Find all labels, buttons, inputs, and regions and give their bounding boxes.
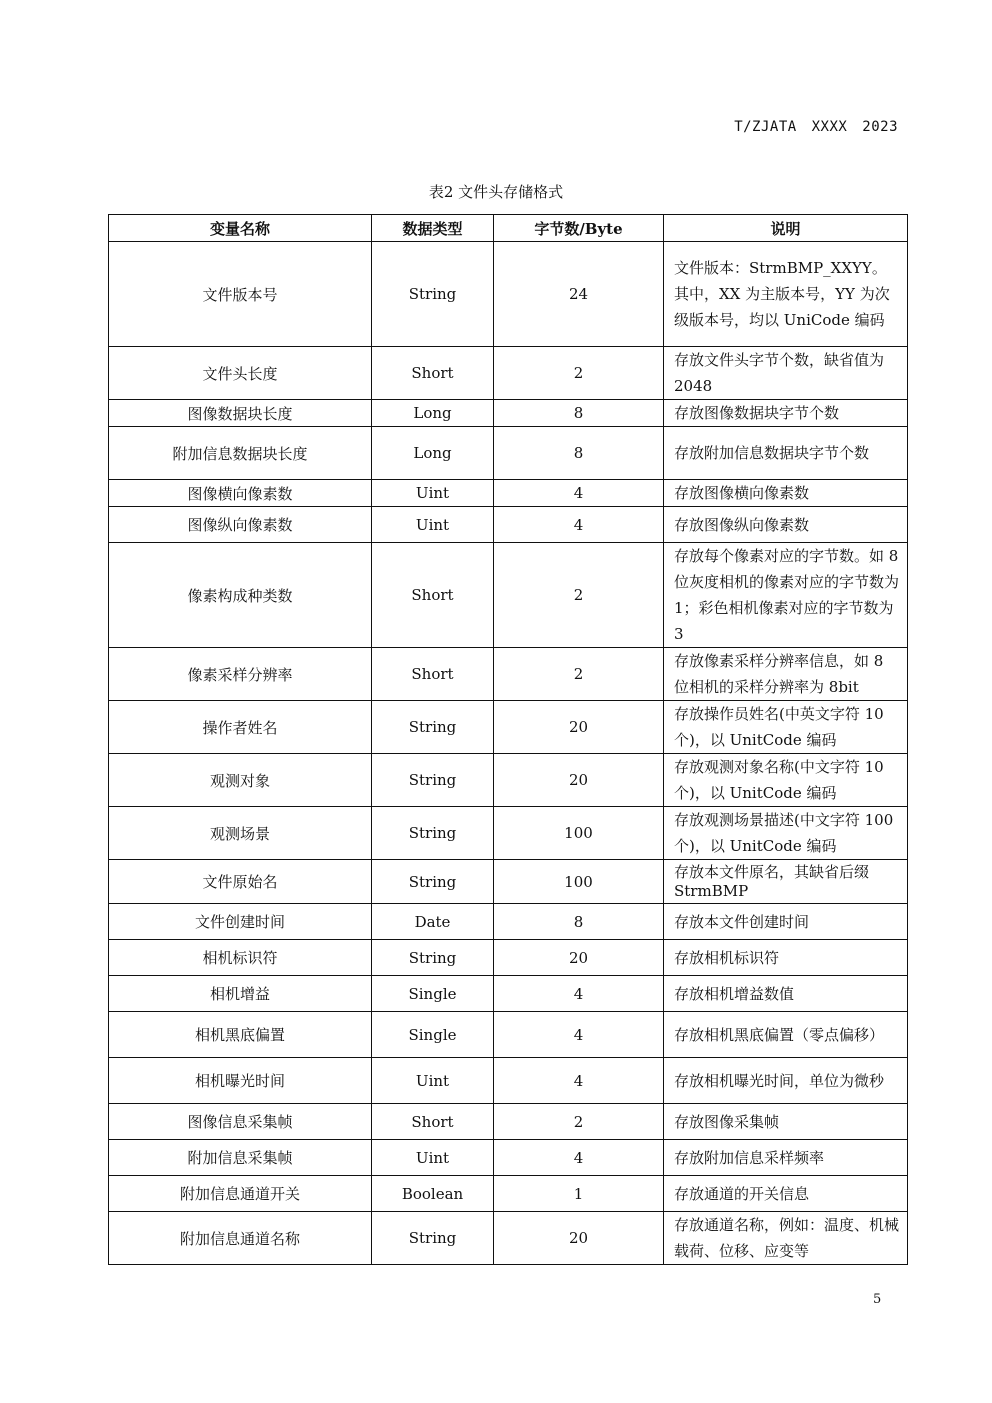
- table-row: [109, 1012, 908, 1058]
- cell-byte-count: 2: [494, 347, 664, 400]
- cell-variable-name: 观测场景: [109, 807, 372, 860]
- table-row: [109, 400, 908, 427]
- table-row: [109, 1212, 908, 1265]
- table-row: [109, 480, 908, 507]
- cell-byte-count: 8: [494, 904, 664, 940]
- cell-variable-name: 图像纵向像素数: [109, 507, 372, 543]
- cell-data-type: Long: [372, 400, 494, 427]
- cell-description: 存放本文件原名，其缺省后缀 StrmBMP: [664, 860, 908, 904]
- cell-description: 存放附加信息数据块字节个数: [664, 427, 908, 480]
- cell-description: 存放观测对象名称(中文字符 10 个)，以 UnitCode 编码: [664, 754, 908, 807]
- cell-description: 存放相机黑底偏置（零点偏移）: [664, 1012, 908, 1058]
- cell-variable-name: 图像信息采集帧: [109, 1104, 372, 1140]
- cell-description: 存放图像横向像素数: [664, 480, 908, 507]
- cell-data-type: Short: [372, 347, 494, 400]
- cell-data-type: Short: [372, 543, 494, 648]
- cell-byte-count: 2: [494, 543, 664, 648]
- cell-byte-count: 20: [494, 1212, 664, 1265]
- table-row: [109, 1104, 908, 1140]
- cell-data-type: Long: [372, 427, 494, 480]
- column-header-description: 说明: [664, 215, 908, 242]
- cell-byte-count: 4: [494, 1012, 664, 1058]
- table-row: [109, 904, 908, 940]
- cell-description: 存放相机曝光时间，单位为微秒: [664, 1058, 908, 1104]
- cell-data-type: String: [372, 860, 494, 904]
- cell-description: 存放附加信息采样频率: [664, 1140, 908, 1176]
- cell-variable-name: 像素构成种类数: [109, 543, 372, 648]
- cell-data-type: Uint: [372, 1140, 494, 1176]
- cell-data-type: Uint: [372, 480, 494, 507]
- table-row: [109, 807, 908, 860]
- cell-data-type: String: [372, 754, 494, 807]
- cell-description: 存放相机标识符: [664, 940, 908, 976]
- cell-data-type: String: [372, 940, 494, 976]
- cell-byte-count: 4: [494, 1140, 664, 1176]
- cell-data-type: String: [372, 701, 494, 754]
- cell-data-type: Uint: [372, 507, 494, 543]
- cell-variable-name: 观测对象: [109, 754, 372, 807]
- cell-data-type: Boolean: [372, 1176, 494, 1212]
- table-row: [109, 427, 908, 480]
- cell-data-type: String: [372, 1212, 494, 1265]
- cell-variable-name: 附加信息通道开关: [109, 1176, 372, 1212]
- cell-description: 存放通道名称，例如：温度、机械载荷、位移、应变等: [664, 1212, 908, 1265]
- cell-byte-count: 2: [494, 648, 664, 701]
- table-row: [109, 754, 908, 807]
- table-row: [109, 543, 908, 648]
- cell-byte-count: 20: [494, 701, 664, 754]
- cell-description: 存放像素采样分辨率信息，如 8 位相机的采样分辨率为 8bit: [664, 648, 908, 701]
- table-row: [109, 976, 908, 1012]
- cell-byte-count: 20: [494, 940, 664, 976]
- cell-byte-count: 24: [494, 242, 664, 347]
- table-row: [109, 1058, 908, 1104]
- column-header-byte-count: 字节数/Byte: [494, 215, 664, 242]
- table-row: [109, 860, 908, 904]
- cell-description: 存放通道的开关信息: [664, 1176, 908, 1212]
- cell-variable-name: 图像数据块长度: [109, 400, 372, 427]
- cell-description: 存放图像采集帧: [664, 1104, 908, 1140]
- cell-description: 存放图像纵向像素数: [664, 507, 908, 543]
- cell-byte-count: 2: [494, 1104, 664, 1140]
- table-header-row: [109, 215, 908, 242]
- table-row: [109, 242, 908, 347]
- cell-description: 存放本文件创建时间: [664, 904, 908, 940]
- cell-variable-name: 相机曝光时间: [109, 1058, 372, 1104]
- cell-description: 存放每个像素对应的字节数。如 8 位灰度相机的像素对应的字节数为 1；彩色相机像素对应的字节数为 3: [664, 543, 908, 648]
- cell-data-type: Short: [372, 648, 494, 701]
- table-caption: 表2 文件头存储格式: [428, 183, 564, 201]
- table-row: [109, 648, 908, 701]
- page-number: 5: [873, 1292, 882, 1307]
- cell-variable-name: 像素采样分辨率: [109, 648, 372, 701]
- cell-variable-name: 文件原始名: [109, 860, 372, 904]
- cell-variable-name: 相机增益: [109, 976, 372, 1012]
- cell-variable-name: 相机黑底偏置: [109, 1012, 372, 1058]
- cell-byte-count: 4: [494, 1058, 664, 1104]
- cell-description: 存放文件头字节个数，缺省值为 2048: [664, 347, 908, 400]
- cell-variable-name: 文件头长度: [109, 347, 372, 400]
- column-header-data-type: 数据类型: [372, 215, 494, 242]
- cell-description: 存放相机增益数值: [664, 976, 908, 1012]
- cell-byte-count: 100: [494, 860, 664, 904]
- column-header-variable-name: 变量名称: [109, 215, 372, 242]
- cell-description: 存放图像数据块字节个数: [664, 400, 908, 427]
- document-code-header: T/ZJATA XXXX 2023: [734, 119, 898, 135]
- cell-variable-name: 相机标识符: [109, 940, 372, 976]
- cell-data-type: Single: [372, 1012, 494, 1058]
- cell-byte-count: 8: [494, 427, 664, 480]
- cell-variable-name: 附加信息通道名称: [109, 1212, 372, 1265]
- cell-data-type: Single: [372, 976, 494, 1012]
- cell-variable-name: 附加信息数据块长度: [109, 427, 372, 480]
- cell-byte-count: 100: [494, 807, 664, 860]
- cell-data-type: Date: [372, 904, 494, 940]
- cell-data-type: String: [372, 807, 494, 860]
- table-row: [109, 1176, 908, 1212]
- cell-byte-count: 4: [494, 480, 664, 507]
- table-row: [109, 940, 908, 976]
- cell-data-type: String: [372, 242, 494, 347]
- table-row: [109, 701, 908, 754]
- cell-variable-name: 操作者姓名: [109, 701, 372, 754]
- table-row: [109, 1140, 908, 1176]
- cell-description: 存放观测场景描述(中文字符 100 个)，以 UnitCode 编码: [664, 807, 908, 860]
- cell-byte-count: 4: [494, 976, 664, 1012]
- file-header-format-table: [108, 214, 908, 1265]
- table-row: [109, 347, 908, 400]
- cell-byte-count: 4: [494, 507, 664, 543]
- cell-byte-count: 1: [494, 1176, 664, 1212]
- cell-variable-name: 文件版本号: [109, 242, 372, 347]
- cell-data-type: Uint: [372, 1058, 494, 1104]
- cell-byte-count: 8: [494, 400, 664, 427]
- cell-description: 存放操作员姓名(中英文字符 10 个)，以 UnitCode 编码: [664, 701, 908, 754]
- cell-variable-name: 图像横向像素数: [109, 480, 372, 507]
- cell-variable-name: 文件创建时间: [109, 904, 372, 940]
- cell-description: 文件版本：StrmBMP_XXYY。其中，XX 为主版本号，YY 为次级版本号，均以 UniCode 编码: [664, 242, 908, 347]
- cell-variable-name: 附加信息采集帧: [109, 1140, 372, 1176]
- table-row: [109, 507, 908, 543]
- cell-byte-count: 20: [494, 754, 664, 807]
- cell-data-type: Short: [372, 1104, 494, 1140]
